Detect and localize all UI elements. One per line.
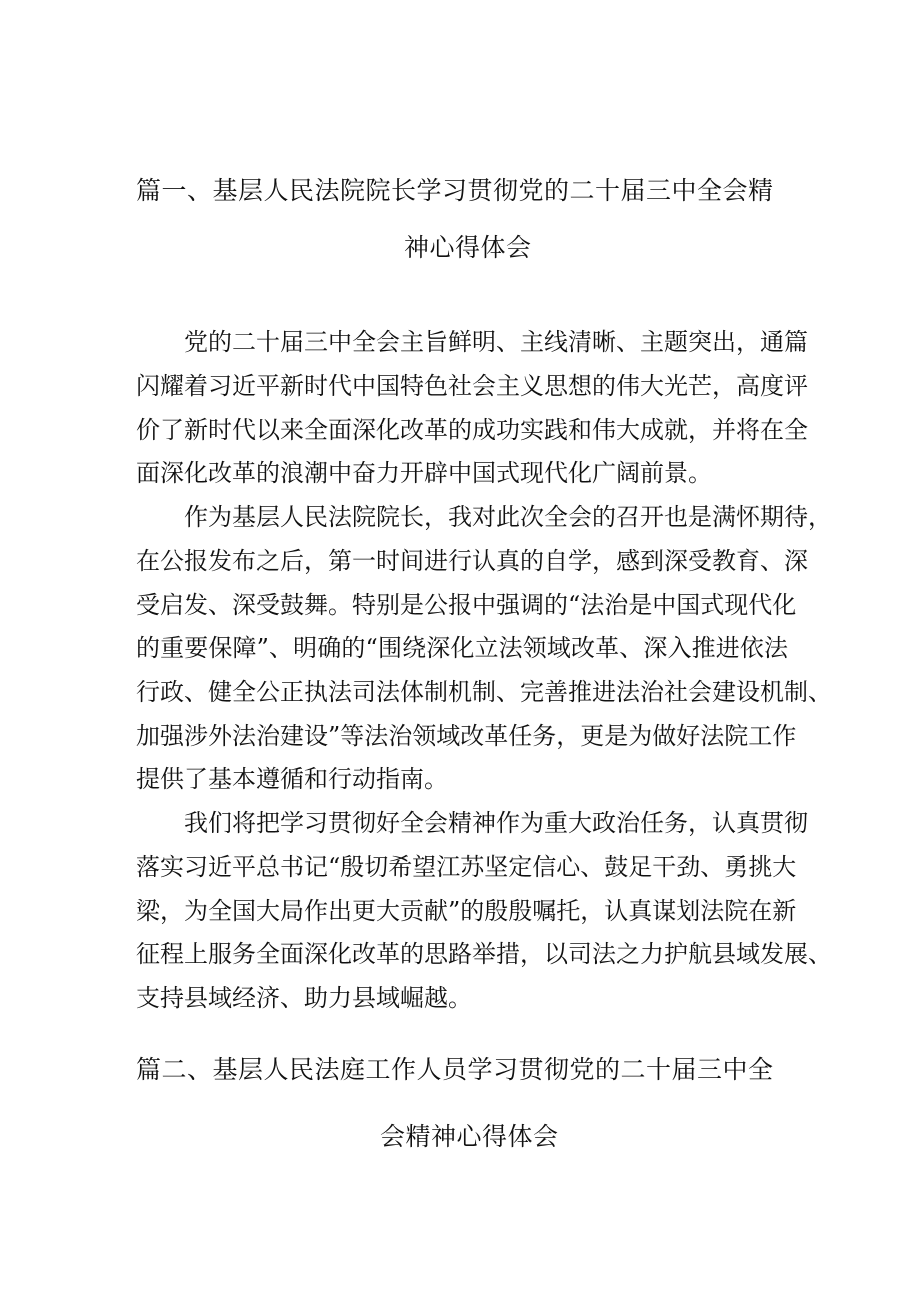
- paragraph-2-line-5: 行政、健全公正执法司法体制机制、完善推进法治社会建设机制、: [136, 678, 832, 706]
- section-2-title-line-2: 会精神心得体会: [380, 1122, 559, 1151]
- paragraph-3-line-5: 支持县域经济、助力县域崛越。: [136, 984, 472, 1012]
- section-2-title-line-1: 篇二、基层人民法庭工作人员学习贯彻党的二十届三中全: [136, 1055, 774, 1084]
- paragraph-3-line-4: 征程上服务全面深化改革的思路举措，以司法之力护航县域发展、: [136, 940, 832, 968]
- paragraph-1-line-4: 面深化改革的浪潮中奋力开辟中国式现代化广阔前景。: [136, 459, 712, 487]
- paragraph-2-line-7: 提供了基本遵循和行动指南。: [136, 765, 448, 793]
- section-1-title-line-1: 篇一、基层人民法院院长学习贯彻党的二十届三中全会精: [136, 176, 774, 205]
- paragraph-2-line-3: 受启发、深受鼓舞。特别是公报中强调的“法治是中国式现代化: [136, 591, 797, 619]
- paragraph-2-line-2: 在公报发布之后，第一时间进行认真的自学，感到深受教育、深: [136, 547, 808, 575]
- paragraph-1-line-2: 闪耀着习近平新时代中国特色社会主义思想的伟大光芒，高度评: [136, 372, 808, 400]
- section-1-title-line-2: 神心得体会: [404, 233, 532, 262]
- paragraph-2-line-6: 加强涉外法治建设”等法治领域改革任务，更是为做好法院工作: [136, 722, 797, 750]
- paragraph-1-line-3: 价了新时代以来全面深化改革的成功实践和伟大成就，并将在全: [136, 416, 808, 444]
- paragraph-2-line-1: 作为基层人民法院院长，我对此次全会的召开也是满怀期待，: [184, 503, 832, 531]
- paragraph-3-line-2: 落实习近平总书记“殷切希望江苏坚定信心、鼓足干劲、勇挑大: [136, 853, 797, 881]
- paragraph-1-line-1: 党的二十届三中全会主旨鲜明、主线清晰、主题突出，通篇: [184, 328, 808, 356]
- paragraph-3-line-1: 我们将把学习贯彻好全会精神作为重大政治任务，认真贯彻: [184, 809, 808, 837]
- paragraph-3-line-3: 梁，为全国大局作出更大贡献”的殷殷嘱托，认真谋划法院在新: [136, 897, 797, 925]
- paragraph-2-line-4: 的重要保障”、明确的“围绕深化立法领域改革、深入推进依法: [136, 634, 788, 662]
